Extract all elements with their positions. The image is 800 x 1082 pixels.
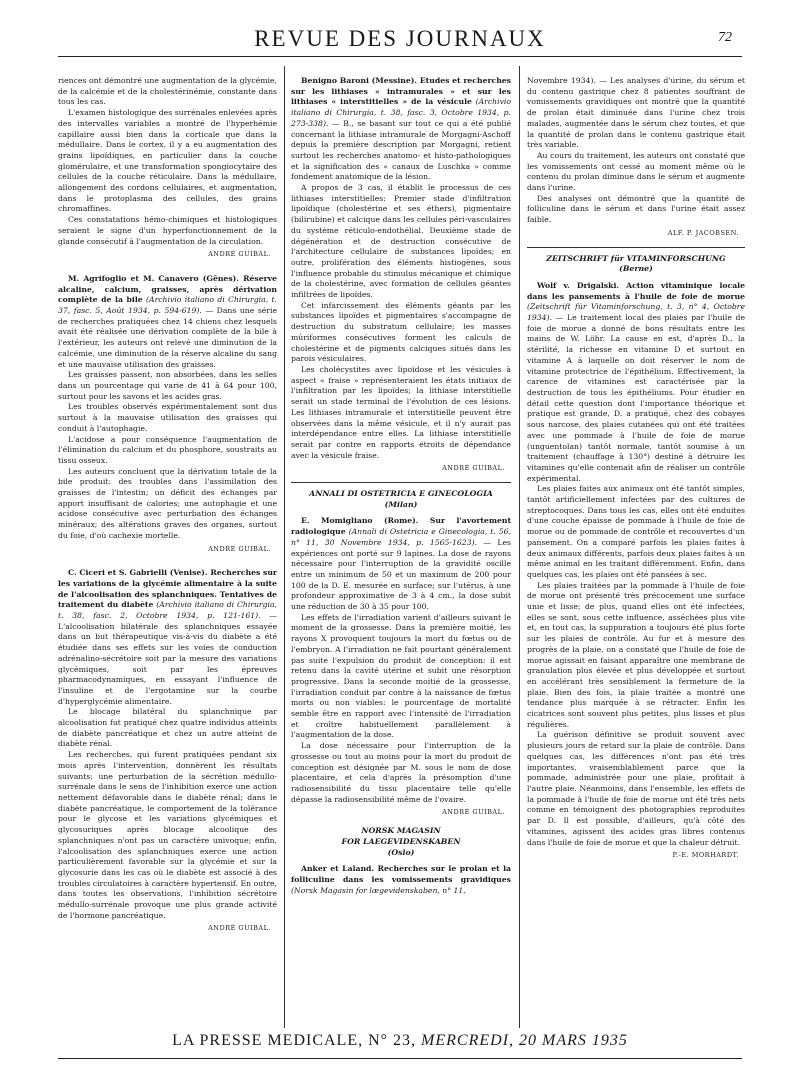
paragraph: La guérison définitive se produit souvent avec plusieurs jours de retard sur la plaie de contrôle. Dans quelques cas, les différences n'ont pas été très importantes, vraisemblablement parce que la pommade, administrée pour une plaie, profitait à l'autre plaie. Néanmoins, dans l'ensemble, les effets de la pommade à l'huile de foie de morue ont été très nets comme en témoignent des photographies reproduites par D. Il est possible, d'ailleurs, qu'à côté des vitamines, agissent des acides gras libres contenus dans l'huile de foie de morue et que la chaleur détruit. bbox=[527, 730, 745, 847]
header-rule bbox=[58, 56, 742, 57]
paragraph: Les auteurs concluent que la dérivation totale de la bile produit: des troubles dans l'assimilation des graisses de l'intestin; un déficit des échanges par apport insuffisant de calories; une autophagie et une acidose consécutive avec perturbation des échanges minéraux; des altérations graves des organes, surtout du foie, d'où cachexie mortelle. bbox=[58, 466, 277, 540]
column-divider-2 bbox=[519, 66, 520, 1028]
author-signature: ANDRÉ GUIBAL. bbox=[208, 250, 271, 259]
article-reference: (Zeitschrift für Vitaminforschung, t. 3, n° 4, Octobre 1934). bbox=[527, 302, 745, 323]
paragraph: Les plaies faites aux animaux ont été tantôt simples, tantôt artificiellement infectées par des cultures de streptocoques. Dans tous les cas, elles ont été enduites d'une couche épaisse de pommade à l'huile de foie de morue ou de pommade de contrôle et recouvertes d'un pansement. On a comparé parfois les plaies faites à deux animaux différents, parfois deux plaies faites à un même animal en les traitant différemment. Enfin, dans quelques cas, les plaies ont été pansées à sec. bbox=[527, 484, 745, 579]
paragraph: Le blocage bilatéral du splanchnique par alcoolisation fut pratiqué chez quatre individus atteints de diabète pancréatique et chez un autre atteint de diabète rénal. bbox=[58, 707, 277, 749]
section-title: ANNALI DI OSTETRICIA E GINECOLOGIA bbox=[309, 489, 493, 499]
paragraph: — L'alcoolisation bilatérale des splanchniques essayée dans un but thérapeutique vis-à-vis du diabète a été étudiée dans ses effets sur les voies de conduction adrénalino-sécrétoire soit par la mesure des variations glycémiques, soit par les épreuves pharmacodynamiques, en essayant l'influence de l'insuline et de l'ergotamine sur la courbe d'hyperglycémie alimentaire. bbox=[58, 611, 277, 706]
paragraph: — B., se basant sur tout ce qui a été publié concernant la lithiase intramurale de Morgagni-Aschoff depuis la première description par Morgagni, retient surtout les recherches anatomo- et histo-pathologiques et la signification des « canaux de Luschka » comme fondement anatomique de la lésion. bbox=[291, 118, 511, 182]
paragraph: — Le traitement local des plaies par l'huile de foie de morue a donné de bons résultats entre les mains de W. Löhr. La cause en est, d'après D., la stérilité, la richesse en vitamine D et surtout en vitamine A à laquelle on doit réserver le nom de vitamine protectrice de l'épithélium. Effectivement, la carence de vitamines est caractérisée par la destruction de tous les épithéliums. Pour étudier en détail cette question dont l'importance théorique et pratique est grande, D. a pratiqué, chez des cobayes sous narcose, des plaies cutanées qui ont été traitées avec une pommade à l'huile de foie de morue (unguentolan) tantôt normale, tantôt soumise à un traitement (chauffage à 130°) destiné à détruire les vitamines qu'elle contenait afin de réaliser un contrôle expérimental. bbox=[527, 313, 745, 483]
paragraph: — Les expériences ont porté sur 9 lapines. La dose de rayons nécessaire pour l'interruption de la gravidité oscille entre un minimum de 50 et un maximum de 200 pour 100 de la D. E. mesurée en surface; sur l'utérus, à une profondeur approximative de 3 à 4 cm., la dose subit une réduction de 30 à 35 pour 100. bbox=[291, 537, 511, 612]
paragraph: Au cours du traitement, les auteurs ont constaté que les vomissements ont cessé au moment même où le contenu du prolan diminue dans le sérum et augmente dans l'urine. bbox=[527, 150, 745, 193]
author-signature: ANDRÉ GUIBAL. bbox=[208, 924, 271, 933]
article-text bbox=[58, 568, 277, 707]
article-text bbox=[291, 864, 511, 896]
article-heading: M. Agrifoglio et M. Canavero (Gênes). Réserve alcaline, calcium, graisses, après dérivation complète de la bile bbox=[58, 273, 277, 305]
author-signature: P.-E. MORHARDT. bbox=[672, 851, 739, 860]
paragraph: riences ont démontré une augmentation de la glycémie, de la calcémie et de la cholestérinémie, constante dans tous les cas. bbox=[58, 76, 277, 107]
article-heading: C. Ciceri et S. Gabrielli (Venise). Recherches sur les variations de la glycémie alimentaire à la suite de l'alcoolisation des splanchniques. Tentatives de traitement du diabète bbox=[58, 568, 277, 610]
paragraph: Cet infarcissement des éléments géants par les substances lipoïdes et pigmentaires s'accompagne de destruction du substratum cellulaire; les masses mûriformes consécutives forment les calculs de cholestérine et de pigments calciques situés dans les parois vésiculaires. bbox=[291, 300, 511, 364]
article-reference: (Archivio italiano di Chirurgia, t. 38, fasc. 2, Octobre 1934, p. 121-161). bbox=[58, 600, 277, 621]
article-reference: (Archivio italiano di Chirurgia, t. 38, fasc. 3, Octobre 1934, p. 273-338). bbox=[291, 97, 511, 128]
article-text bbox=[527, 281, 745, 484]
page-header-title: REVUE DES JOURNAUX bbox=[254, 26, 546, 51]
paragraph: Les cholécystites avec lipoïdose et les vésicules à aspect « fraise » représenteraient les états initiaux de l'infiltration par les lipoïdes; la lithiase interstitielle serait un stade terminal de l'évolution de ces lésions. Les lithiases intramurale et interstitielle peuvent être observées dans la même vésicule, et il n'y aurait pas interdépendance entre elles. La lithiase interstitielle serait par contre en rapports étroits de dépendance avec la vésicule fraise. bbox=[291, 364, 511, 460]
article-heading: Wolf v. Drigalski. Action vitaminique locale dans les pansements à l'huile de foie de morue bbox=[527, 280, 745, 301]
page-footer bbox=[0, 1032, 800, 1050]
paragraph: Des analyses ont démontré que la quantité de folliculine dans le sérum et dans l'urine était assez faible. bbox=[527, 193, 745, 225]
paragraph: Les troubles observés expérimentalement sont dus surtout à la mauvaise utilisation des graisses qui conduit à l'autophagie. bbox=[58, 402, 277, 433]
author-signature: ANDRÉ GUIBAL. bbox=[442, 464, 505, 473]
article-heading: E. Momigliano (Rome). Sur l'avortement radiologique bbox=[291, 516, 511, 537]
article-text bbox=[291, 516, 511, 612]
paragraph: Les effets de l'irradiation varient d'ailleurs suivant le moment de la grossesse. Dans la première moitié, les rayons X provoquent toujours la mort du fœtus ou de l'embryon. A l'irradiation ne fait pourtant généralement pas suite l'expulsion du produit de conception: il est retenu dans la cavité utérine et subit une résorption progressive. Dans la seconde moitié de la grossesse, l'irradiation conduit par contre à la naissance de fœtus morts ou non viables: le pourcentage de mortalité semble être en rapport avec l'intensité de l'irradiation et croître habituellement parallèlement à l'augmentation de la dose. bbox=[291, 612, 511, 740]
article-ciceri bbox=[58, 568, 277, 934]
author-signature: ANDRÉ GUIBAL. bbox=[208, 544, 271, 553]
column-1 bbox=[58, 76, 277, 1026]
footer-date: MERCREDI, 20 MARS 1935 bbox=[421, 1032, 628, 1049]
section-city: (Milan) bbox=[384, 499, 418, 509]
article-heading: Benigno Baroni (Messine). Etudes et recherches sur les lithiases « intramurales » et sur les lithiases « interstitielles » de la vésicule bbox=[291, 76, 511, 107]
footer-journal: LA PRESSE MEDICALE, N° 23, bbox=[172, 1032, 417, 1049]
paragraph: Les plaies traitées par la pommade à l'huile de foie de morue ont présenté très précocement une surface unie et lisse; de plus, quand elles ont été infectées, elles se sont, sous cette influence, asséchées plus vite et, en tout cas, la suppuration a toujours été plus forte sur les plaies de contrôle. Au fur et à mesure des progrès de la plaie, on a constaté que l'huile de foie de morue agissait en faisant apparaître une membrane de granulation plus élevée et plus développée et surtout en accélérant très sensiblement la fermeture de la plaie. Bien des fois, la plaie traitée a montré une tendance plus marquée à se rétracter. Enfin les cicatrices sont souvent plus petites, plus lisses et plus régulières. bbox=[527, 580, 745, 729]
article-heading: Anker et Laland. Recherches sur le prolan et la folliculine dans les vomissements gravidiques bbox=[291, 864, 511, 884]
paragraph: — Dans une série de recherches pratiquées chez 14 chiens chez lesquels avait été réalisée une dérivation complète de la bile à l'extérieur, les auteurs ont relevé une diminution de la calcémie, une diminution de la réserve alcaline du sang et une mauvaise utilisation des graisses. bbox=[58, 306, 277, 369]
section-title: NORSK MAGASIN bbox=[361, 826, 441, 836]
section-title-line-2: FOR LAEGEVIDENSKABEN bbox=[341, 836, 461, 846]
section-rule bbox=[527, 247, 745, 248]
footer-rule bbox=[58, 1058, 742, 1059]
article-text bbox=[58, 274, 277, 370]
article-reference: (Norsk Magasin for lægevidenskaben, n° 11, bbox=[291, 885, 466, 895]
page-number: 72 bbox=[718, 30, 732, 45]
author-signature: ALF. P. JACOBSEN. bbox=[667, 228, 739, 237]
section-city: (Berne) bbox=[619, 264, 653, 274]
column-2 bbox=[291, 76, 511, 1026]
article-reference: (Archivio italiano di Chirurgia, t. 37, fasc. 5, Août 1934, p. 594-619). bbox=[58, 295, 277, 316]
section-title: ZEITSCHRIFT für VITAMINFORSCHUNG bbox=[546, 253, 726, 263]
column-divider-1 bbox=[284, 66, 285, 1028]
section-city: (Oslo) bbox=[387, 847, 415, 857]
paragraph: La dose nécessaire pour l'interruption de la grossesse ou tout au moins pour la mort du produit de conception est désignée par M. sous le nom de dose placentaire, et cela d'après la présomption d'une radiosensibilité du tissu placentaire telle qu'elle dépasse la radiosensibilité même de l'ovaire. bbox=[291, 741, 511, 804]
paragraph: Les recherches, qui furent pratiquées pendant six mois après l'intervention, donnèrent les résultats suivants: une perturbation de la sécrétion médullo-surrénale dans le sens de l'inhibition exerce une action nettement défavorable dans le diabète rénal; dans le diabète pancréatique, le comportement de la tolérance pour le glycose et les variations glycémiques et glycosuriques après blocage alcoolique des splanchniques n'ont pas un caractère univoque; enfin, l'alcoolisation des splanchniques exerce une action particulièrement favorable sur la glycémie et sur la glycosurie dans les cas où le diabète est associé à des troubles circulatoires à caractère hypertensif. En outre, dans toutes les observations, l'inhibition sécrétoire médullo-surrénale provoque une plus grande activité de l'hormone pancréatique. bbox=[58, 750, 277, 920]
article-text bbox=[291, 76, 511, 183]
section-rule bbox=[291, 482, 511, 483]
paragraph: Novembre 1934). — Les analyses d'urine, du sérum et du contenu gastrique chez 8 patientes souffrant de vomissements gravidiques ont montré que la quantité de prolan était diminuée dans l'urine chez trois malades, augmentée dans le sérum chez toutes, et que la quantité de prolan dans le contenu gastrique était très variable. bbox=[527, 76, 745, 150]
column-3 bbox=[527, 76, 745, 1026]
paragraph: L'acidose a pour conséquence l'augmentation de l'élimination du calcium et du phosphore, soustraits au tissu osseux. bbox=[58, 434, 277, 465]
paragraph: Les graisses passent, non absorbées, dans les selles dans un pourcentage qui varie de 41 à 64 pour 100, surtout pour les savons et les acides gras. bbox=[58, 370, 277, 401]
paragraph: L'examen histologique des surrénales enlevées après des intervalles variables a montré de l'hyperhémie capillaire aussi bien dans la corticale que dans la médullaire. Dans le cortex, il y a eu augmentation des grains lipoïdiques, en particulier dans la couche glomérulaire, et une transformation spongiocytaire des cellules de la couche réticulaire. Dans la médullaire, allongement des cordons cellulaires, et augmentation, dans le protoplasma des cellules, des grains chromaffines. bbox=[58, 108, 277, 214]
article-reference: (Annali di Ostetricia e Ginecologia, t. 56, n° 11, 30 Novembre 1934, p. 1565-1623). bbox=[291, 527, 511, 547]
article-agrifoglio bbox=[58, 274, 277, 554]
paragraph: A propos de 3 cas, il établit le processus de ces lithiases interstitielles: Premier stade d'infiltration lipoïdique (cholestérine et ses éthers), pigmentaire (bilirubine) et calcique dans les cellules péri-vasculaires du système réticulo-endothélial. Deuxième stade de dégénération et de destruction consécutive de l'architecture cellulaire de substances lipoïdes; en outre, prolifération des éléments histiogènes, sous l'influence probable du stimulus mécanique et chimique de la cholestérine, avec formation de cellules géantes infiltrées de lipoïdes. bbox=[291, 183, 511, 300]
author-signature: ANDRÉ GUIBAL. bbox=[442, 808, 505, 817]
paragraph: Ces constatations hémo-chimiques et histologiques seraient le signe d'un hyperfonctionnement de la glande consécutif à l'augmentation de la circulation. bbox=[58, 215, 277, 246]
